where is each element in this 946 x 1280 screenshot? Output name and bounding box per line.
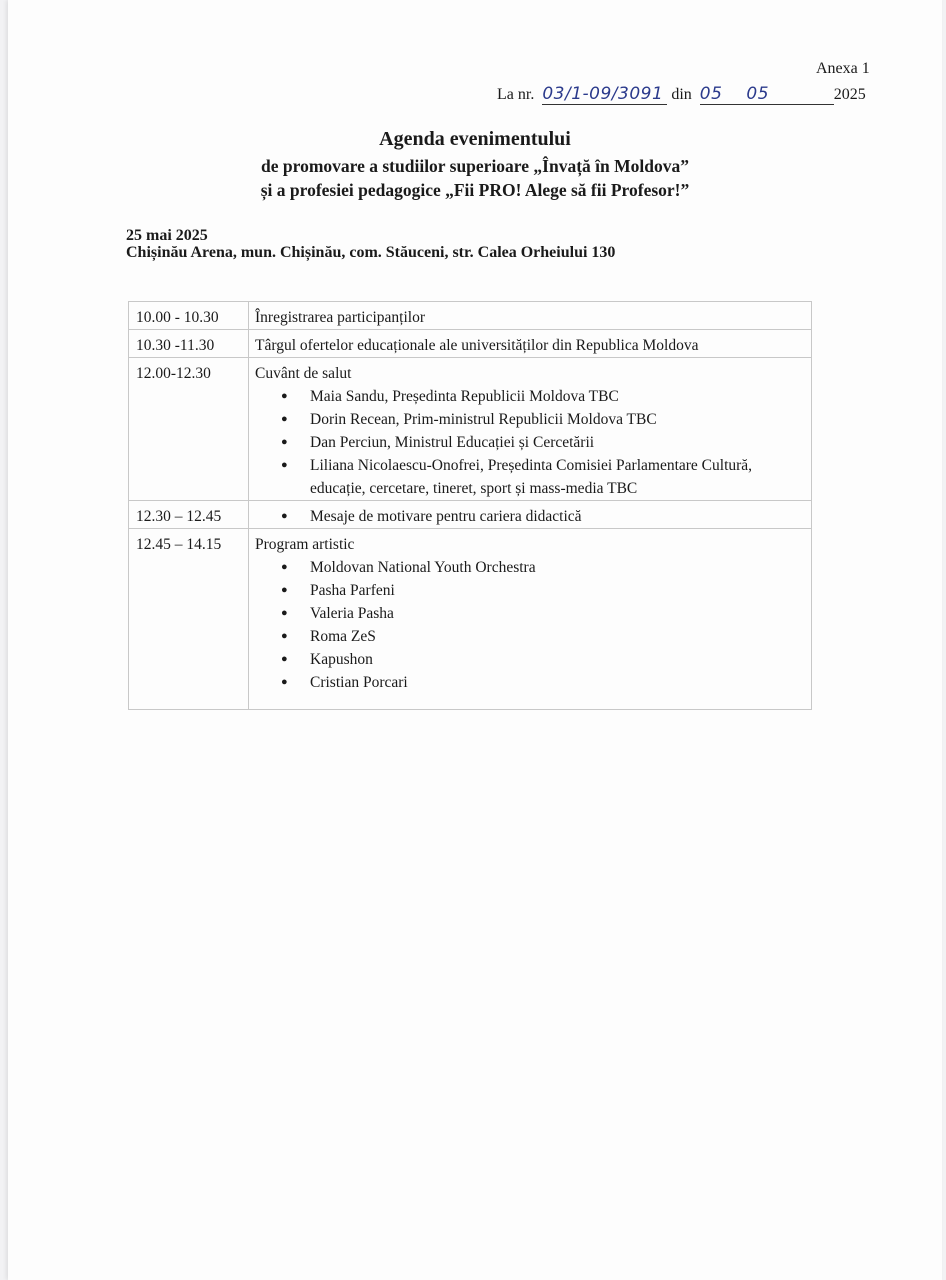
table-row: [129, 330, 812, 358]
ref-prefix: La nr.: [497, 86, 535, 103]
agenda-time: 12.30 – 12.45: [129, 501, 249, 529]
agenda-time: 12.45 – 14.15: [129, 529, 249, 710]
agenda-time: 12.00-12.30: [129, 358, 249, 501]
agenda-description: Program artistic ● Moldovan National Youth Orchestra ● Pasha Parfeni ● Valeria Pasha ● Roma ZeS ● Kapushon ● Cristian Porcari: [249, 529, 812, 710]
ref-number-handwritten: 03/1-09/3091: [542, 84, 664, 104]
subtitle-line-2: și a profesiei pedagogice „Fii PRO! Alege să fii Profesor!”: [260, 180, 690, 200]
table-row: [129, 358, 812, 501]
list-item: ● Moldovan National Youth Orchestra: [281, 556, 805, 579]
list-item: ● Dorin Recean, Prim-ministrul Republicii Moldova TBC: [281, 408, 805, 431]
list-item: ● Maia Sandu, Președinta Republicii Moldova TBC: [281, 385, 805, 408]
ref-from: din: [671, 86, 692, 103]
list-item: ● Kapushon: [281, 648, 805, 671]
reference-line: [497, 84, 866, 105]
list-item: ● Roma ZeS: [281, 625, 805, 648]
list-item: ● Liliana Nicolaescu-Onofrei, Președinta Comisiei Parlamentare Cultură, educație, cercetare, tineret, sport și mass-media TBC: [281, 454, 805, 500]
speaker-list: [255, 385, 805, 500]
subtitle-line-1: de promovare a studiilor superioare „Învață în Moldova”: [261, 156, 689, 176]
agenda-description: Înregistrarea participanților: [249, 302, 812, 330]
agenda-time: 10.00 - 10.30: [129, 302, 249, 330]
agenda-table: [128, 301, 812, 710]
agenda-description: Târgul ofertelor educaționale ale universităților din Republica Moldova: [249, 330, 812, 358]
annex-label: Anexa 1: [816, 60, 870, 77]
list-item: ● Pasha Parfeni: [281, 579, 805, 602]
ref-month-handwritten: 05: [746, 84, 770, 104]
list-item: ● Valeria Pasha: [281, 602, 805, 625]
agenda-time: 10.30 -11.30: [129, 330, 249, 358]
table-row: [129, 501, 812, 529]
ref-year: 2025: [833, 86, 866, 103]
event-date: 25 mai 2025: [126, 227, 208, 244]
page-title: Agenda evenimentului: [379, 128, 571, 150]
table-row: [129, 302, 812, 330]
event-location: Chișinău Arena, mun. Chișinău, com. Stăuceni, str. Calea Orheiului 130: [126, 244, 616, 261]
performer-list: [255, 556, 805, 694]
document-page: [8, 0, 942, 1280]
agenda-description: [249, 501, 812, 529]
ref-day-handwritten: 05: [699, 84, 723, 104]
list-item: ● Cristian Porcari: [281, 671, 805, 694]
list-item: ● Dan Perciun, Ministrul Educației și Cercetării: [281, 431, 805, 454]
agenda-description: Cuvânt de salut ● Maia Sandu, Președinta Republicii Moldova TBC ● Dorin Recean, Prim-ministrul Republicii Moldova TBC ● Dan Perciun, Ministrul Educației și Cercetării ● Liliana Nicolaescu-Onofrei, Președinta Comisiei Parlamentare Cultură, educație, cercetare, tineret, sport și mass-media TBC: [249, 358, 812, 501]
item-list: [255, 505, 805, 528]
list-item: ● Mesaje de motivare pentru cariera didactică: [281, 505, 805, 528]
table-row: [129, 529, 812, 710]
